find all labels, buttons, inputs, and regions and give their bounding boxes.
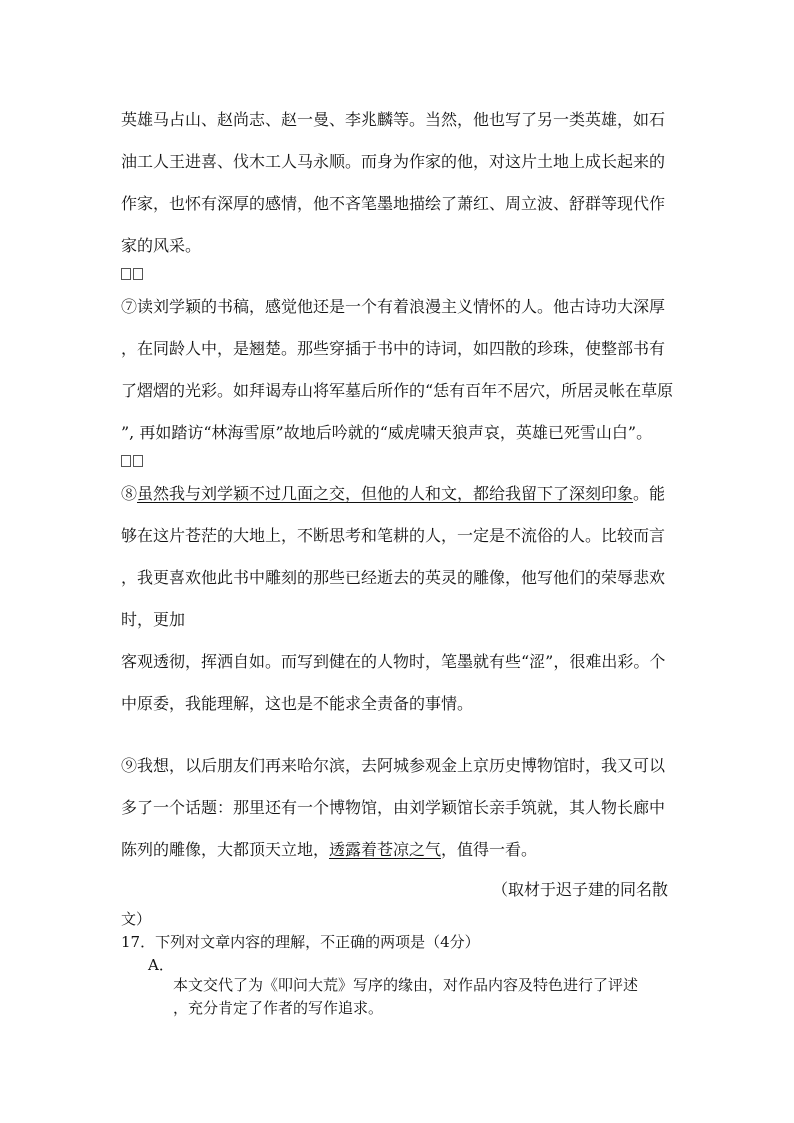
paragraph7-line1: ⑦读刘学颖的书稿，感觉他还是一个有着浪漫主义情怀的人。他古诗功大深厚 bbox=[121, 297, 666, 316]
question17-stem: 17．下列对文章内容的理解，不正确的两项是（4分） bbox=[121, 933, 480, 951]
question17-option-a-line2: ，充分肯定了作者的写作追求。 bbox=[173, 999, 384, 1017]
paragraph7-line2: ，在同龄人中，是翘楚。那些穿插于书中的诗词，如四散的珍珠，使整部书有 bbox=[121, 339, 666, 358]
paragraph9-line3-end: ，值得一看。 bbox=[441, 840, 538, 859]
paragraph6-line4: 家的风采。 bbox=[121, 236, 202, 255]
question17-option-a-label: A． bbox=[148, 956, 174, 974]
paragraph9-line3-start: 陈列的雕像，大都顶天立地， bbox=[121, 840, 330, 859]
paragraph8-line1 bbox=[121, 484, 665, 504]
source-note-line1: （取材于迟子建的同名散 bbox=[492, 880, 669, 899]
placeholder-glyph-boxes bbox=[121, 268, 147, 282]
paragraph9-line1: ⑨我想，以后朋友们再来哈尔滨，去阿城参观金上京历史博物馆时，我又可以 bbox=[121, 756, 666, 775]
paragraph9-underlined-phrase: 透露着苍凉之气 bbox=[329, 840, 442, 859]
paragraph8-number: ⑧ bbox=[121, 484, 138, 503]
paragraph9-line3 bbox=[121, 840, 537, 860]
paragraph7-line3: 了熠熠的光彩。如拜谒寿山将军墓后所作的“恁有百年不居穴，所居灵帐在草原 bbox=[121, 381, 674, 400]
paragraph8-line2: 够在这片苍茫的大地上，不断思考和笔耕的人，一定是不流俗的人。比较而言 bbox=[121, 526, 666, 545]
paragraph8-line3: ，我更喜欢他此书中雕刻的那些已经逝去的英灵的雕像，他写他们的荣辱悲欢 bbox=[121, 568, 666, 587]
question17-option-a-line1: 本文交代了为《叩问大荒》写序的缘由，对作品内容及特色进行了评述 bbox=[173, 976, 639, 994]
paragraph8-line6: 中原委，我能理解，这也是不能求全责备的事情。 bbox=[121, 694, 474, 713]
paragraph8-line4: 时，更加 bbox=[121, 610, 186, 629]
paragraph6-line3: 作家，也怀有深厚的感情，他不吝笔墨地描绘了萧红、周立波、舒群等现代作 bbox=[121, 194, 666, 213]
paragraph6-line2: 油工人王进喜、伐木工人马永顺。而身为作家的他，对这片土地上成长起来的 bbox=[121, 152, 666, 171]
paragraph8-line5: 客观透彻，挥洒自如。而写到健在的人物时，笔墨就有些“涩”，很难出彩。个 bbox=[121, 652, 666, 671]
placeholder-glyph-boxes bbox=[121, 455, 147, 469]
paragraph8-line1-rest: 。能 bbox=[633, 484, 666, 503]
source-note-line2: 文） bbox=[121, 910, 152, 928]
paragraph6-line1: 英雄马占山、赵尚志、赵一曼、李兆麟等。当然，他也写了另一类英雄，如石 bbox=[121, 110, 666, 129]
paragraph9-line2: 多了一个话题：那里还有一个博物馆，由刘学颖馆长亲手筑就，其人物长廊中 bbox=[121, 798, 666, 817]
paragraph8-underlined-sentence: 虽然我与刘学颖不过几面之交，但他的人和文，都给我留下了深刻印象 bbox=[137, 484, 634, 503]
paragraph7-line4: ”, 再如踏访“林海雪原”故地后吟就的“威虎啸天狼声哀，英雄已死雪山白”。 bbox=[121, 423, 653, 442]
